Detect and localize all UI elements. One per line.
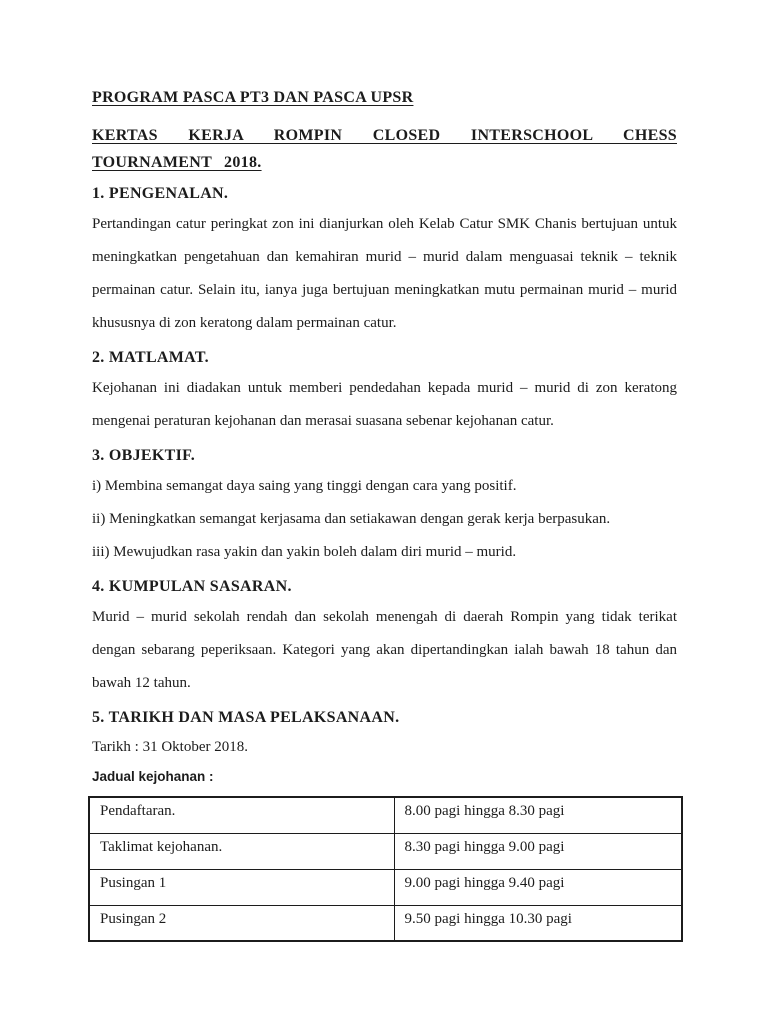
schedule-activity-cell: Pusingan 1 (89, 869, 394, 905)
table-row (89, 833, 682, 869)
schedule-time-cell: 9.50 pagi hingga 10.30 pagi (394, 905, 682, 941)
objektif-item-3: iii) Mewujudkan rasa yakin dan yakin boleh dalam diri murid – murid. (92, 544, 517, 560)
section-tarikh-masa (92, 706, 677, 762)
section-heading-pengenalan: 1. PENGENALAN. (92, 185, 229, 202)
section-pengenalan (92, 182, 677, 340)
schedule-label: Jadual kejohanan : (92, 769, 214, 784)
section-body-matlamat: Kejohanan ini diadakan untuk memberi pendedahan kepada murid – murid di zon keratong mengenai peraturan kejohanan dan merasai suasana sebenar kejohanan catur. (92, 380, 677, 429)
section-body-pengenalan: Pertandingan catur peringkat zon ini dianjurkan oleh Kelab Catur SMK Chanis bertujuan untuk meningkatkan pengetahuan dan kemahiran murid – murid dalam menguasai teknik – teknik permainan catur. Selain itu, ianya juga bertujuan meningkatkan mutu permainan murid – murid khususnya di zon keratong dalam permainan catur. (92, 216, 677, 331)
section-matlamat (92, 346, 677, 438)
objektif-item-1: i) Membina semangat daya saing yang tinggi dengan cara yang positif. (92, 478, 517, 494)
table-row (89, 797, 682, 833)
table-row (89, 869, 682, 905)
schedule-activity-cell: Taklimat kejohanan. (89, 833, 394, 869)
section-heading-kumpulan-sasaran: 4. KUMPULAN SASARAN. (92, 578, 292, 595)
section-kumpulan-sasaran (92, 575, 677, 700)
schedule-time-cell: 9.00 pagi hingga 9.40 pagi (394, 869, 682, 905)
doc-title-line2: KERTAS KERJA ROMPIN CLOSED INTERSCHOOL CHESS TOURNAMENT 2018. (92, 127, 677, 171)
doc-title-line1: PROGRAM PASCA PT3 DAN PASCA UPSR (92, 89, 414, 106)
tarikh-line: Tarikh : 31 Oktober 2018. (92, 739, 249, 755)
section-heading-matlamat: 2. MATLAMAT. (92, 349, 209, 366)
section-heading-tarikh-masa: 5. TARIKH DAN MASA PELAKSANAAN. (92, 709, 400, 726)
table-row (89, 905, 682, 941)
schedule-activity-cell: Pendaftaran. (89, 797, 394, 833)
schedule-time-cell: 8.00 pagi hingga 8.30 pagi (394, 797, 682, 833)
objektif-item-2: ii) Meningkatkan semangat kerjasama dan setiakawan dengan gerak kerja berpasukan. (92, 511, 611, 527)
section-objektif (92, 444, 677, 569)
schedule-time-cell: 8.30 pagi hingga 9.00 pagi (394, 833, 682, 869)
schedule-table (88, 796, 683, 942)
section-heading-objektif: 3. OBJEKTIF. (92, 447, 196, 464)
schedule-activity-cell: Pusingan 2 (89, 905, 394, 941)
section-body-kumpulan-sasaran: Murid – murid sekolah rendah dan sekolah menengah di daerah Rompin yang tidak terikat dengan sebarang peperiksaan. Kategori yang akan dipertandingkan ialah bawah 18 tahun dan bawah 12 tahun. (92, 609, 677, 691)
